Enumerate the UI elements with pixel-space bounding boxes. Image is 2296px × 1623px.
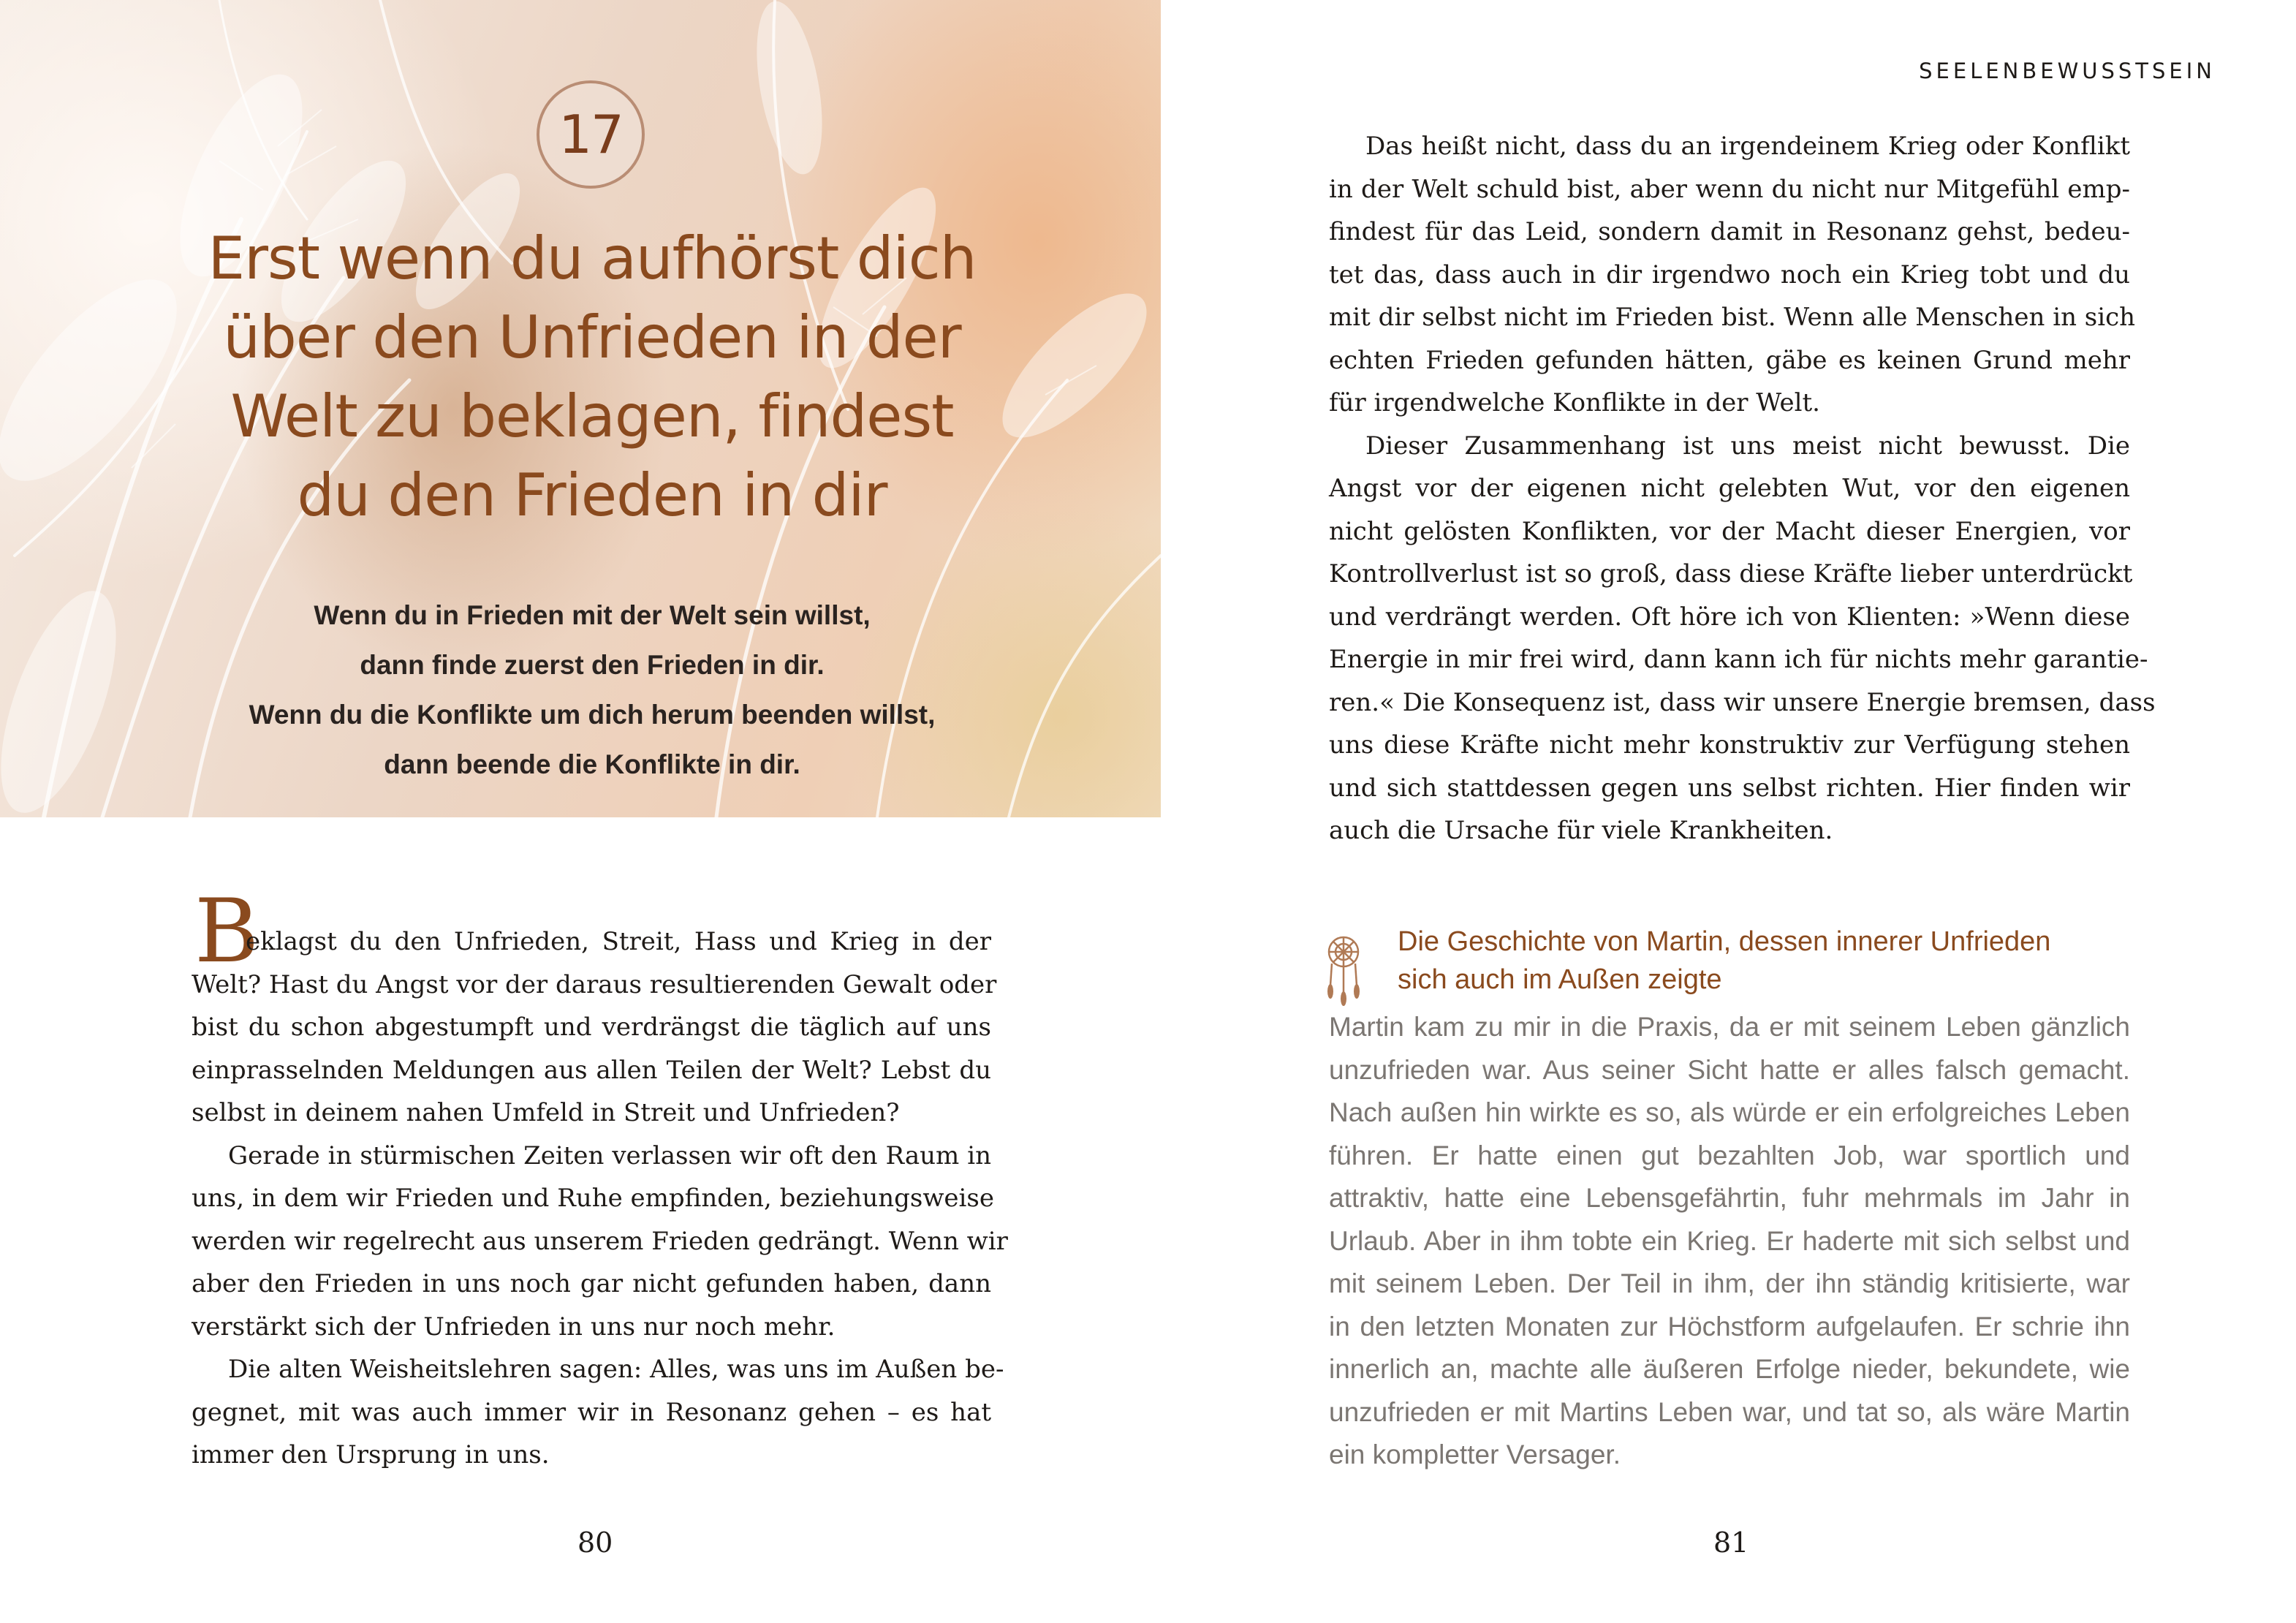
text-line: gegnet, mit was auch immer wir in Resonanz gehen – es hat (192, 1397, 991, 1427)
text-line: uns, in dem wir Frieden und Ruhe empfinden, beziehungsweise (192, 1184, 994, 1213)
text-line: Urlaub. Aber in ihm tobte ein Krieg. Er haderte mit sich selbst und (1329, 1225, 2130, 1256)
text-line: einprasselnden Meldungen aus allen Teilen der Welt? Lebst du (192, 1055, 991, 1085)
text-line: Das heißt nicht, dass du an irgendeinem Krieg oder Konflikt (1365, 132, 2130, 161)
text-line: unzufrieden war. Aus seiner Sicht hatte er alles falsch gemacht. (1329, 1054, 2130, 1085)
text-line: Kontrollverlust ist so groß, dass diese Kräfte lieber unterdrückt (1329, 559, 2133, 589)
chapter-title-line: Erst wenn du aufhörst dich (208, 224, 977, 292)
text-line: in der Welt schuld bist, aber wenn du nicht nur Mitgefühl emp- (1329, 174, 2130, 204)
text-line: Angst vor der eigenen nicht gelebten Wut, vor den eigenen (1329, 474, 2130, 503)
story-heading (1322, 923, 2133, 1003)
drop-cap: B (194, 881, 259, 983)
text-line: in den letzten Monaten zur Höchstform aufgelaufen. Er schrie ihn (1329, 1311, 2130, 1342)
text-line: bist du schon abgestumpft und verdrängst die täglich auf uns (192, 1013, 991, 1042)
text-line: verstärkt sich der Unfrieden in uns nur noch mehr. (192, 1312, 836, 1342)
text-line: führen. Er hatte einen gut bezahlten Job, war sportlich und (1329, 1140, 2130, 1170)
chapter-quote (146, 591, 1038, 790)
text-line: mit dir selbst nicht im Frieden bist. Wenn alle Menschen in sich (1329, 303, 2136, 332)
chapter-title-line: über den Unfrieden in der (223, 303, 961, 371)
text-line: Gerade in stürmischen Zeiten verlassen wir oft den Raum in (228, 1140, 991, 1170)
text-line: Energie in mir frei wird, dann kann ich für nichts mehr garantie- (1329, 645, 2148, 674)
chapter-hero-image (0, 0, 1161, 817)
chapter-number-badge: 17 (537, 80, 645, 189)
text-line: und sich stattdessen gegen uns selbst richten. Hier finden wir (1329, 773, 2130, 803)
text-line: selbst in deinem nahen Umfeld in Streit und Unfrieden? (192, 1098, 900, 1127)
page-number-right: 81 (1713, 1526, 1749, 1559)
quote-line: Wenn du in Frieden mit der Welt sein willst, (314, 600, 871, 630)
text-line: mit seinem Leben. Der Teil in ihm, der ihn ständig kritisierte, war (1329, 1268, 2130, 1298)
text-line: Die alten Weisheitslehren sagen: Alles, was uns im Außen be- (228, 1355, 1004, 1384)
story-title (1398, 923, 2050, 999)
text-line: ren.« Die Konsequenz ist, dass wir unsere Energie bremsen, dass (1329, 687, 2156, 717)
story-body-text (1329, 1006, 2130, 1477)
text-line: aber den Frieden in uns noch gar nicht gefunden haben, dann (192, 1269, 991, 1298)
text-line: immer den Ursprung in uns. (192, 1440, 550, 1469)
text-line: unzufrieden er mit Martins Leben war, und tat so, als wäre Martin (1329, 1396, 2130, 1427)
text-line: werden wir regelrecht aus unserem Frieden gedrängt. Wenn wir (192, 1226, 1008, 1256)
quote-line: dann beende die Konflikte in dir. (384, 749, 800, 779)
quote-line: Wenn du die Konflikte um dich herum beenden willst, (249, 700, 936, 730)
text-line: Martin kam zu mir in die Praxis, da er mit seinem Leben gänzlich (1329, 1012, 2130, 1042)
chapter-title-line: du den Frieden in dir (297, 461, 887, 529)
story-title-line: Die Geschichte von Martin, dessen innerer Unfrieden (1398, 926, 2051, 957)
text-line: tet das, dass auch in dir irgendwo noch ein Krieg tobt und du (1329, 260, 2130, 290)
chapter-title (88, 219, 1096, 535)
text-line: Welt? Hast du Angst vor der daraus resultierenden Gewalt oder (192, 969, 997, 999)
text-line: für irgendwelche Konflikte in der Welt. (1329, 388, 1820, 417)
text-line: findest für das Leid, sondern damit in Resonanz gehst, bedeu- (1329, 217, 2130, 246)
text-line: Dieser Zusammenhang ist uns meist nicht bewusst. Die (1365, 431, 2130, 461)
text-line: echten Frieden gefunden hätten, gäbe es keinen Grund mehr (1329, 345, 2130, 375)
text-line: auch die Ursache für viele Krankheiten. (1329, 816, 1833, 845)
quote-line: dann finde zuerst den Frieden in dir. (360, 650, 825, 680)
text-line: uns diese Kräfte nicht mehr konstruktiv zur Verfügung stehen (1329, 730, 2130, 760)
right-body-text (1329, 125, 2156, 852)
text-line: nicht gelösten Konflikten, vor der Macht dieser Energien, vor (1329, 516, 2130, 546)
text-line: und verdrängt werden. Oft höre ich von Klienten: »Wenn diese (1329, 602, 2130, 632)
left-body-text (192, 920, 1008, 1477)
chapter-title-line: Welt zu beklagen, findest (230, 382, 954, 450)
running-head: SEELENBEWUSSTSEIN (1919, 58, 2216, 83)
page-number-left: 80 (577, 1526, 613, 1559)
text-line: attraktiv, hatte eine Lebensgefährtin, fuhr mehrmals im Jahr in (1329, 1183, 2130, 1213)
text-line: Nach außen hin wirkte es so, als würde er ein erfolgreiches Leben (1329, 1097, 2130, 1127)
text-line: eklagst du den Unfrieden, Streit, Hass und Krieg in der (246, 927, 991, 956)
story-title-line: sich auch im Außen zeigte (1398, 964, 1722, 995)
text-line: innerlich an, machte alle äußeren Erfolge nieder, bekundete, wie (1329, 1354, 2130, 1384)
dreamcatcher-icon (1322, 934, 1365, 1007)
text-line: ein kompletter Versager. (1329, 1439, 1621, 1469)
